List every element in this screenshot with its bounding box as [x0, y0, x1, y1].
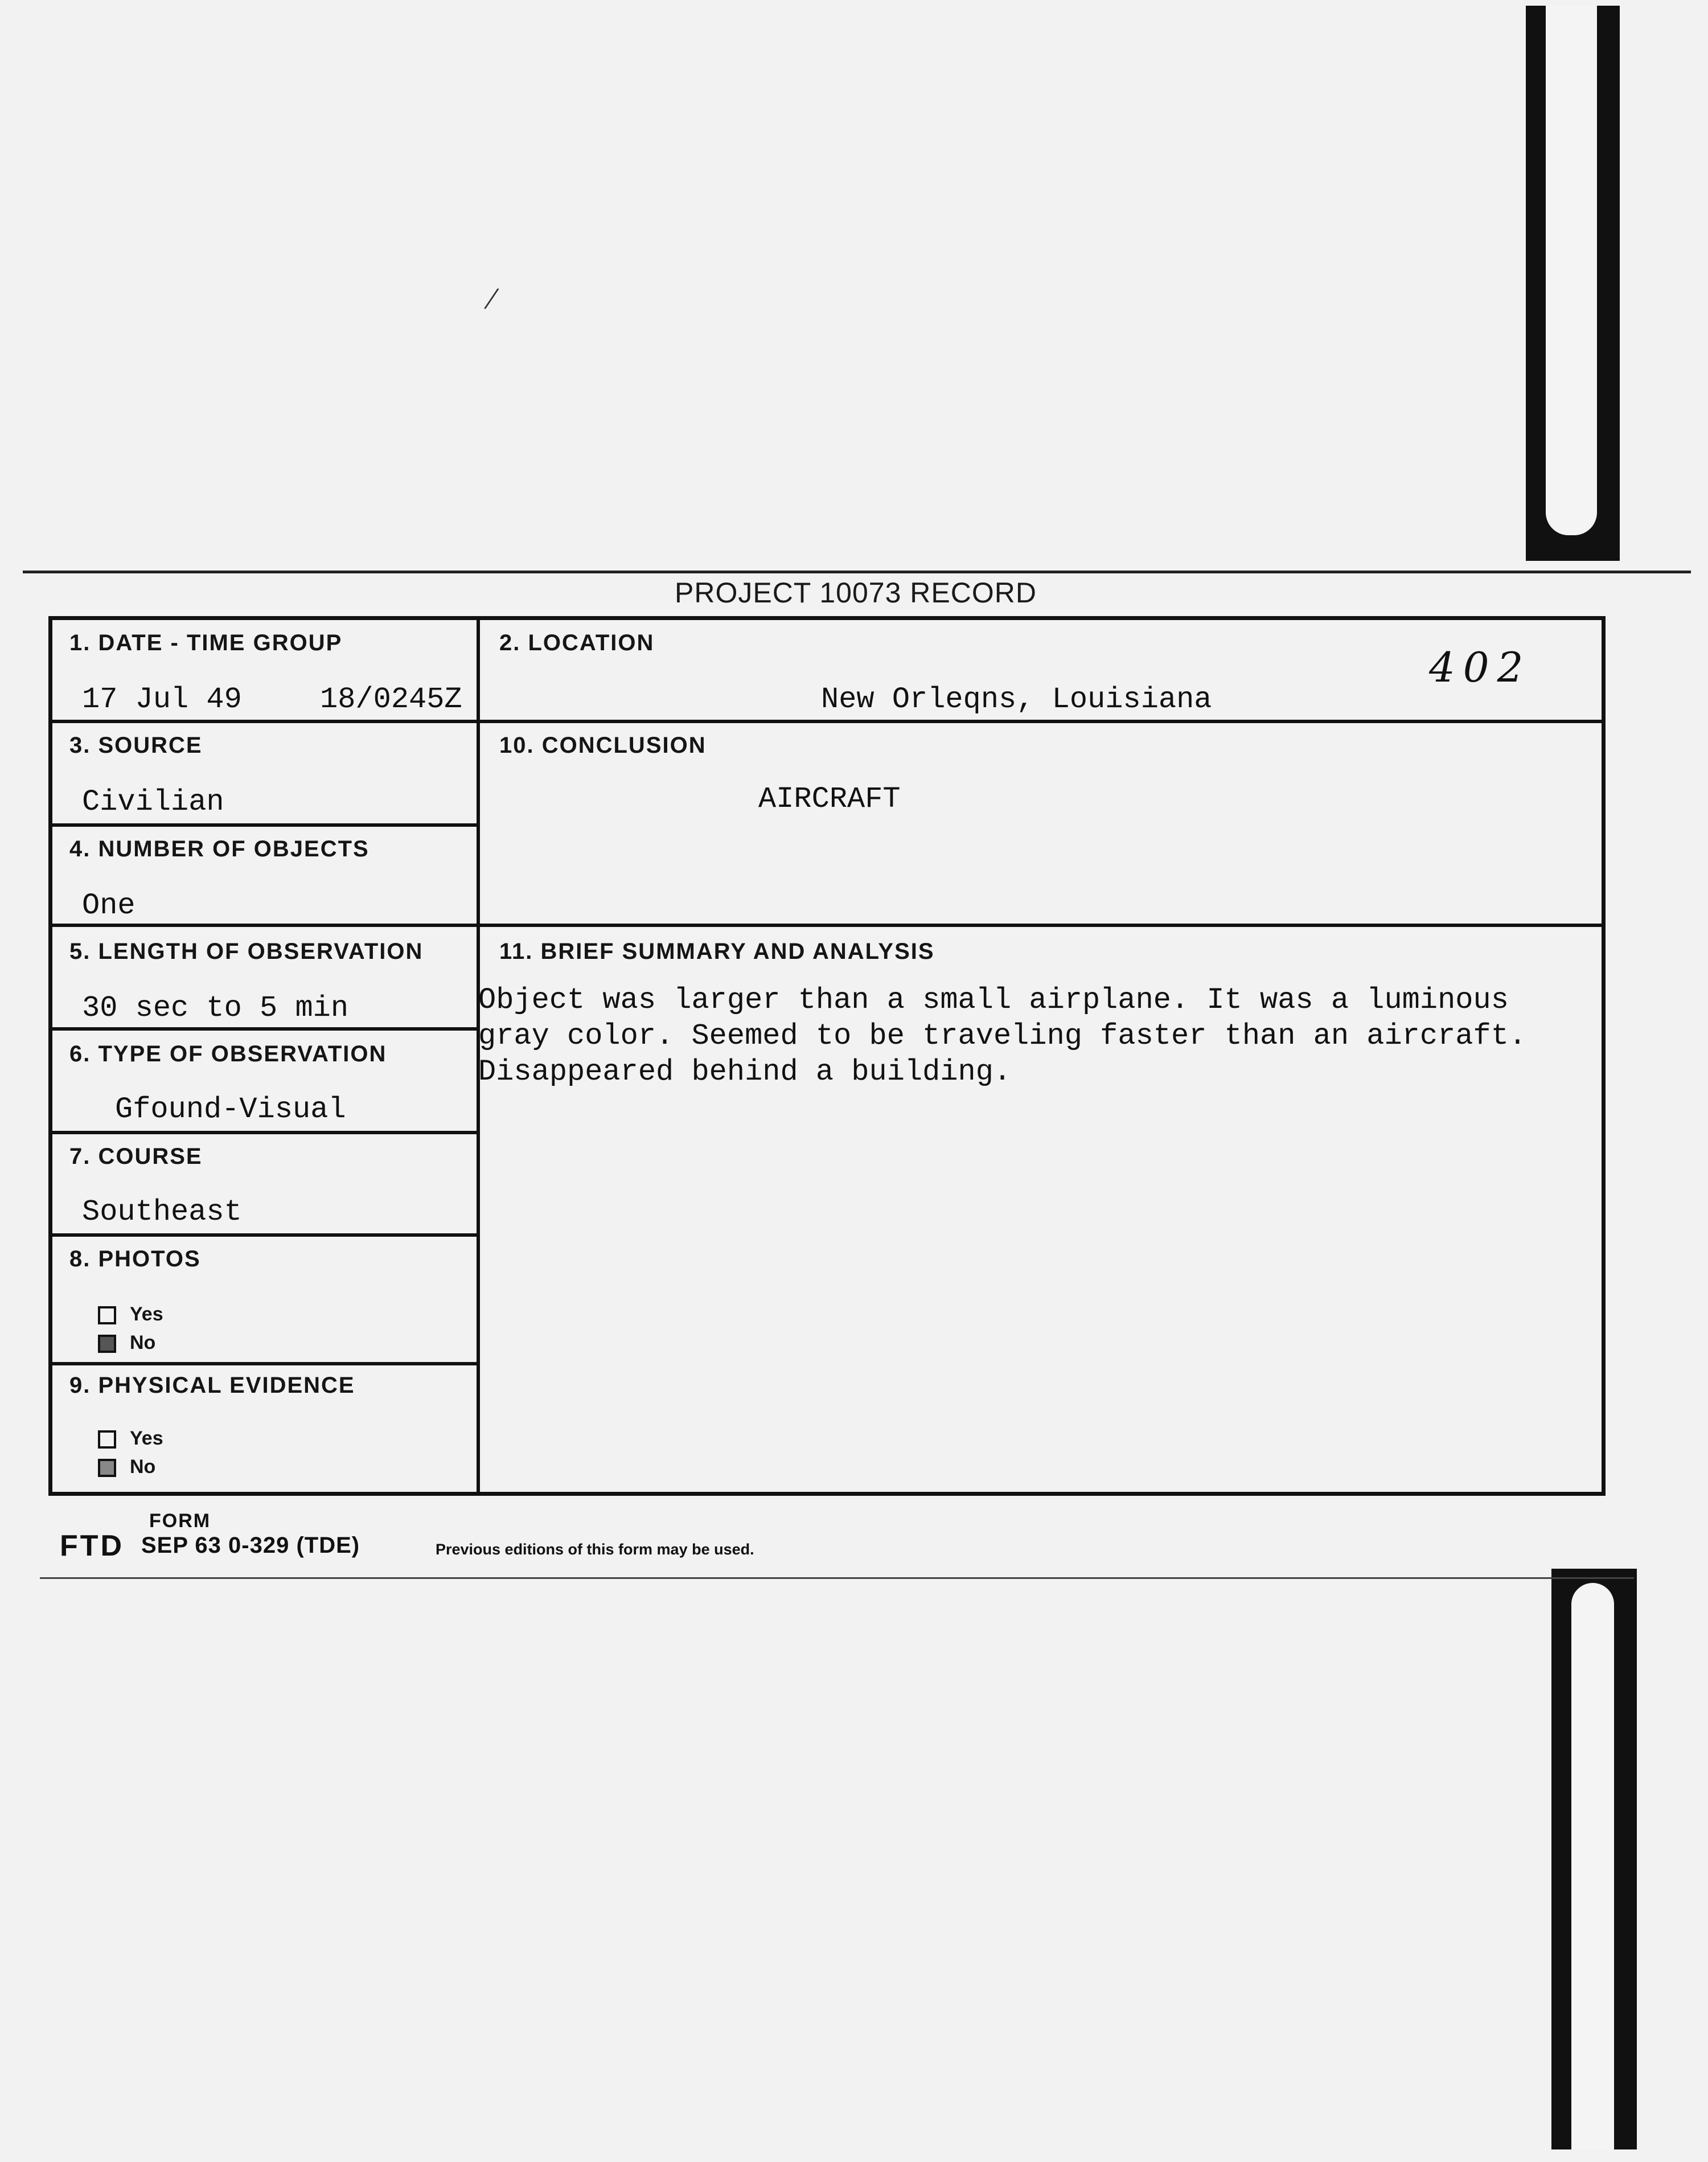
course-value: Southeast — [82, 1195, 242, 1229]
length-value: 30 sec to 5 min — [82, 991, 349, 1025]
type-label: 6. TYPE OF OBSERVATION — [69, 1041, 387, 1066]
form-number: SEP 63 0-329 (TDE) — [141, 1533, 360, 1558]
evidence-no-checkbox: No — [98, 1456, 155, 1478]
summary-text — [478, 982, 1560, 1090]
ftd-label: FTD — [60, 1529, 125, 1562]
row-rule-2 — [52, 924, 1602, 927]
row-rule-left-a — [52, 823, 480, 827]
bottom-rule — [40, 1577, 1634, 1579]
time-value: 18/0245Z — [320, 683, 462, 716]
photos-label: 8. PHOTOS — [69, 1246, 201, 1271]
handwritten-file-number: 402 — [1429, 643, 1532, 691]
conclusion-value: AIRCRAFT — [758, 782, 901, 816]
photos-no-checkbox: No — [98, 1332, 155, 1354]
source-label: 3. SOURCE — [69, 733, 203, 758]
evidence-yes-checkbox: Yes — [98, 1427, 163, 1450]
summary-line: Disappeared behind a building. — [478, 1055, 1012, 1089]
date-time-label: 1. DATE - TIME GROUP — [69, 630, 343, 655]
objects-label: 4. NUMBER OF OBJECTS — [69, 836, 369, 861]
film-edge-bar-top — [1526, 6, 1620, 561]
footer-note: Previous editions of this form may be used. — [436, 1541, 754, 1558]
objects-value: One — [82, 889, 136, 922]
summary-line: Object was larger than a small airplane. It was a luminous — [478, 983, 1509, 1017]
evidence-label: 9. PHYSICAL EVIDENCE — [69, 1373, 355, 1398]
photos-yes-checkbox: Yes — [98, 1303, 163, 1326]
top-rule — [23, 571, 1691, 573]
row-rule-left-b — [52, 1027, 480, 1031]
row-rule-1 — [52, 720, 1602, 723]
stray-pen-mark: / — [482, 278, 502, 318]
conclusion-label: 10. CONCLUSION — [499, 733, 707, 758]
row-rule-left-e — [52, 1362, 480, 1365]
form-word: FORM — [149, 1510, 211, 1532]
row-rule-left-d — [52, 1233, 480, 1237]
date-value: 17 Jul 49 — [82, 683, 242, 716]
summary-line: gray color. Seemed to be traveling faster than an aircraft. — [478, 1019, 1527, 1053]
form-title: PROJECT 10073 RECORD — [675, 577, 1037, 609]
length-label: 5. LENGTH OF OBSERVATION — [69, 939, 424, 964]
type-value: Gfound-Visual — [115, 1093, 346, 1126]
row-rule-left-c — [52, 1131, 480, 1134]
summary-label: 11. BRIEF SUMMARY AND ANALYSIS — [499, 939, 935, 964]
source-value: Civilian — [82, 785, 224, 819]
course-label: 7. COURSE — [69, 1144, 203, 1169]
location-value: New Orleqns, Louisiana — [821, 683, 1212, 716]
film-edge-bar-bottom — [1551, 1569, 1637, 2149]
location-label: 2. LOCATION — [499, 630, 655, 655]
